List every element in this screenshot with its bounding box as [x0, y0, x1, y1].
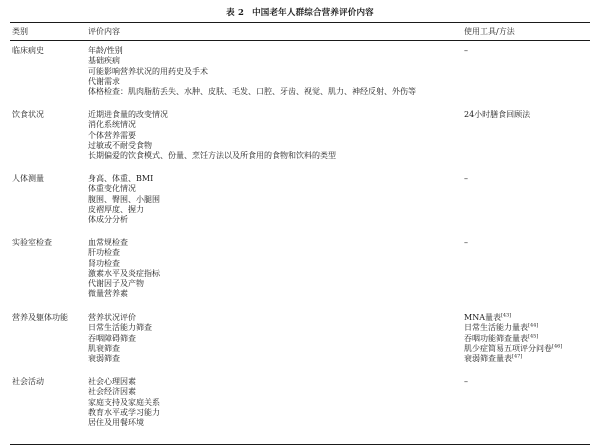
item-text: 激素水平及炎症指标 — [88, 268, 160, 278]
header-content: 评价内容 — [88, 27, 120, 36]
item-text: 肝功检查 — [88, 248, 120, 258]
tool-text: – — [464, 238, 468, 247]
tool-text: 日常生活能力量表 — [464, 323, 528, 333]
row-items — [88, 110, 458, 161]
table-caption — [0, 6, 600, 18]
item-text: 近期进食量的改变情况 — [88, 110, 168, 119]
tool-entry — [464, 354, 590, 364]
item-text: 肌衰筛查 — [88, 343, 120, 353]
row-items — [88, 238, 458, 300]
item-text: 过敏或不耐受食物 — [88, 140, 152, 150]
citation-ref[interactable]: [46] — [552, 343, 563, 350]
item-text: 吞咽障碍筛查 — [88, 333, 136, 343]
tool-text: MNA量表 — [464, 313, 501, 322]
item-text: 肾功检查 — [88, 258, 120, 268]
header-tools: 使用工具/方法 — [464, 27, 515, 36]
item-text: 代谢因子及产物 — [88, 279, 144, 289]
row-category: 实验室检查 — [12, 238, 52, 247]
item-text: 社会心理因素 — [88, 377, 136, 386]
row-category: 社会活动 — [12, 377, 44, 386]
item-text: 基础疾病 — [88, 56, 120, 66]
tool-entry — [464, 313, 590, 323]
tool-text: – — [464, 46, 468, 55]
citation-ref[interactable]: [45] — [528, 332, 539, 339]
item-text: 消化系统情况 — [88, 120, 136, 130]
tool-text: 肌少症简易五项评分问卷 — [464, 343, 552, 353]
item-text: 衰弱筛查 — [88, 354, 120, 364]
item-text: 可能影响营养状况的用药史及手术 — [88, 66, 208, 76]
row-tools — [464, 377, 590, 387]
item-text: 身高、体重、BMI — [88, 174, 154, 183]
item-text: 年龄/性别 — [88, 46, 123, 55]
caption-title: 中国老年人群综合营养评价内容 — [252, 8, 374, 18]
item-text: 体重变化情况 — [88, 184, 136, 194]
caption-number: 表 2 — [226, 8, 245, 18]
row-category: 营养及躯体功能 — [12, 313, 68, 322]
item-text: 教育水平或学习能力 — [88, 407, 160, 417]
item-text: 微量营养素 — [88, 289, 128, 299]
item-text: 腹围、臀围、小腿围 — [88, 194, 160, 204]
row-category: 临床病史 — [12, 46, 44, 55]
tool-text: 吞咽功能筛查量表 — [464, 333, 528, 343]
top-rule — [10, 22, 590, 23]
item-text: 皮褶厚度、握力 — [88, 204, 144, 214]
citation-ref[interactable]: [47] — [512, 353, 523, 360]
item-text: 营养状况评价 — [88, 313, 136, 322]
tool-text: 24小时膳食回顾法 — [464, 110, 531, 119]
row-items — [88, 46, 458, 97]
item-text: 日常生活能力筛查 — [88, 323, 152, 333]
item-text: 家庭支持及家庭关系 — [88, 397, 160, 407]
item-text: 代谢需求 — [88, 76, 120, 86]
tool-entry — [464, 344, 590, 354]
header-rule — [10, 40, 590, 41]
item-text: 个体营养需要 — [88, 130, 136, 140]
item-text: 体成分分析 — [88, 215, 128, 225]
tool-entry — [464, 334, 590, 344]
header-category: 类别 — [12, 27, 28, 36]
item-text: 长期偏爱的饮食模式、份量、烹饪方法以及所食用的食物和饮料的类型 — [88, 151, 336, 161]
row-items — [88, 377, 458, 428]
tool-text: 衰弱筛查量表 — [464, 354, 512, 364]
row-tools — [464, 110, 590, 120]
citation-ref[interactable]: [44] — [528, 322, 539, 329]
row-category: 人体测量 — [12, 174, 44, 183]
item-text: 血常规检查 — [88, 238, 128, 247]
item-text: 体格检查：肌肉脂肪丢失、水肿、皮肤、毛发、口腔、牙齿、视觉、肌力、神经反射、外伤等 — [88, 87, 416, 97]
item-text: 居住及用餐环境 — [88, 418, 144, 428]
row-category: 饮食状况 — [12, 110, 44, 119]
row-items — [88, 174, 458, 225]
citation-ref[interactable]: [43] — [500, 312, 512, 319]
row-items — [88, 313, 458, 364]
tool-text: – — [464, 377, 468, 386]
row-tools — [464, 238, 590, 248]
tool-entry — [464, 323, 590, 333]
row-tools — [464, 46, 590, 56]
row-tools — [464, 313, 590, 364]
row-tools — [464, 174, 590, 184]
bottom-rule — [10, 444, 590, 445]
tool-text: – — [464, 174, 468, 183]
item-text: 社会经济因素 — [88, 387, 136, 397]
